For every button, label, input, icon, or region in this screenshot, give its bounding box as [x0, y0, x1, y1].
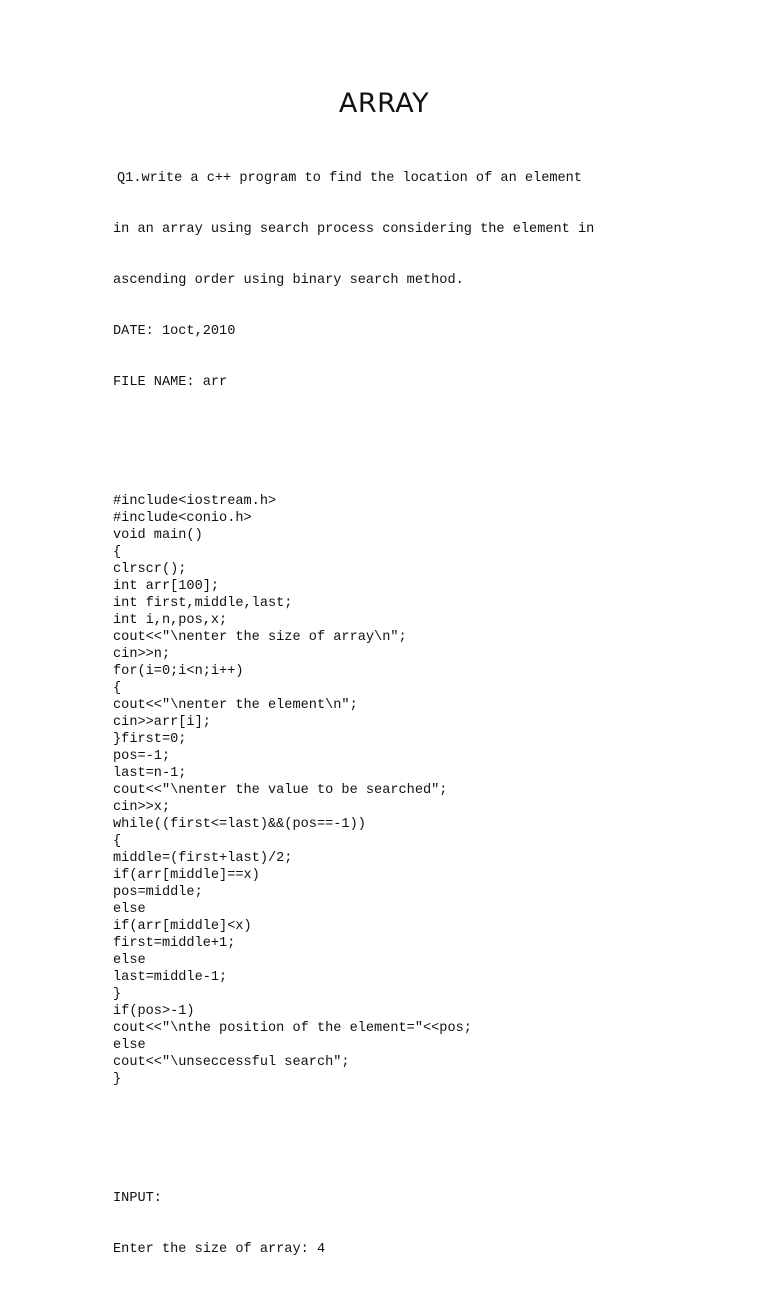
date-line: DATE: 1oct,2010 — [113, 324, 236, 339]
code-line-18: cout<<"\nenter the value to be searched"; — [113, 783, 448, 798]
code-line-14: cin>>arr[i]; — [113, 715, 211, 730]
code-line-8: int i,n,pos,x; — [113, 613, 228, 628]
input-block — [113, 1241, 753, 1258]
code-line-32: cout<<"\nthe position of the element="<<pos; — [113, 1021, 472, 1036]
input-line-1: Enter the size of array: 4 — [113, 1242, 326, 1257]
code-line-20: while((first<=last)&&(pos==-1)) — [113, 817, 366, 832]
code-line-27: first=middle+1; — [113, 936, 236, 951]
code-line-35: } — [113, 1072, 122, 1087]
code-line-5: clrscr(); — [113, 562, 187, 577]
code-line-1: #include<iostream.h> — [113, 494, 277, 509]
code-line-17: last=n-1; — [113, 766, 187, 781]
document-body — [113, 136, 753, 1292]
code-line-16: pos=-1; — [113, 749, 171, 764]
code-line-24: pos=middle; — [113, 885, 203, 900]
code-line-25: else — [113, 902, 146, 917]
code-line-29: last=middle-1; — [113, 970, 228, 985]
code-line-28: else — [113, 953, 146, 968]
code-line-6: int arr[100]; — [113, 579, 220, 594]
blank-line — [113, 425, 753, 442]
code-line-26: if(arr[middle]<x) — [113, 919, 252, 934]
code-line-11: for(i=0;i<n;i++) — [113, 664, 244, 679]
question-line-2: in an array using search process considering the element in — [113, 222, 595, 237]
code-line-7: int first,middle,last; — [113, 596, 293, 611]
code-line-2: #include<conio.h> — [113, 511, 252, 526]
code-line-9: cout<<"\nenter the size of array\n"; — [113, 630, 407, 645]
code-line-12: { — [113, 681, 122, 696]
code-line-22: middle=(first+last)/2; — [113, 851, 293, 866]
code-line-4: { — [113, 545, 122, 560]
page-title: ARRAY — [338, 88, 430, 119]
code-block — [113, 493, 753, 1088]
code-line-33: else — [113, 1038, 146, 1053]
code-line-31: if(pos>-1) — [113, 1004, 195, 1019]
file-name-line: FILE NAME: arr — [113, 375, 228, 390]
code-line-15: }first=0; — [113, 732, 187, 747]
question-line-3: ascending order using binary search method. — [113, 273, 464, 288]
blank-line — [113, 1139, 753, 1156]
code-line-23: if(arr[middle]==x) — [113, 868, 260, 883]
code-line-10: cin>>n; — [113, 647, 171, 662]
code-line-13: cout<<"\nenter the element\n"; — [113, 698, 358, 713]
code-line-3: void main() — [113, 528, 203, 543]
code-line-21: { — [113, 834, 122, 849]
question-line-1: Q1.write a c++ program to find the location of an element — [117, 171, 582, 186]
code-line-19: cin>>x; — [113, 800, 171, 815]
input-heading: INPUT: — [113, 1191, 162, 1206]
code-line-30: } — [113, 987, 122, 1002]
code-line-34: cout<<"\unseccessful search"; — [113, 1055, 350, 1070]
